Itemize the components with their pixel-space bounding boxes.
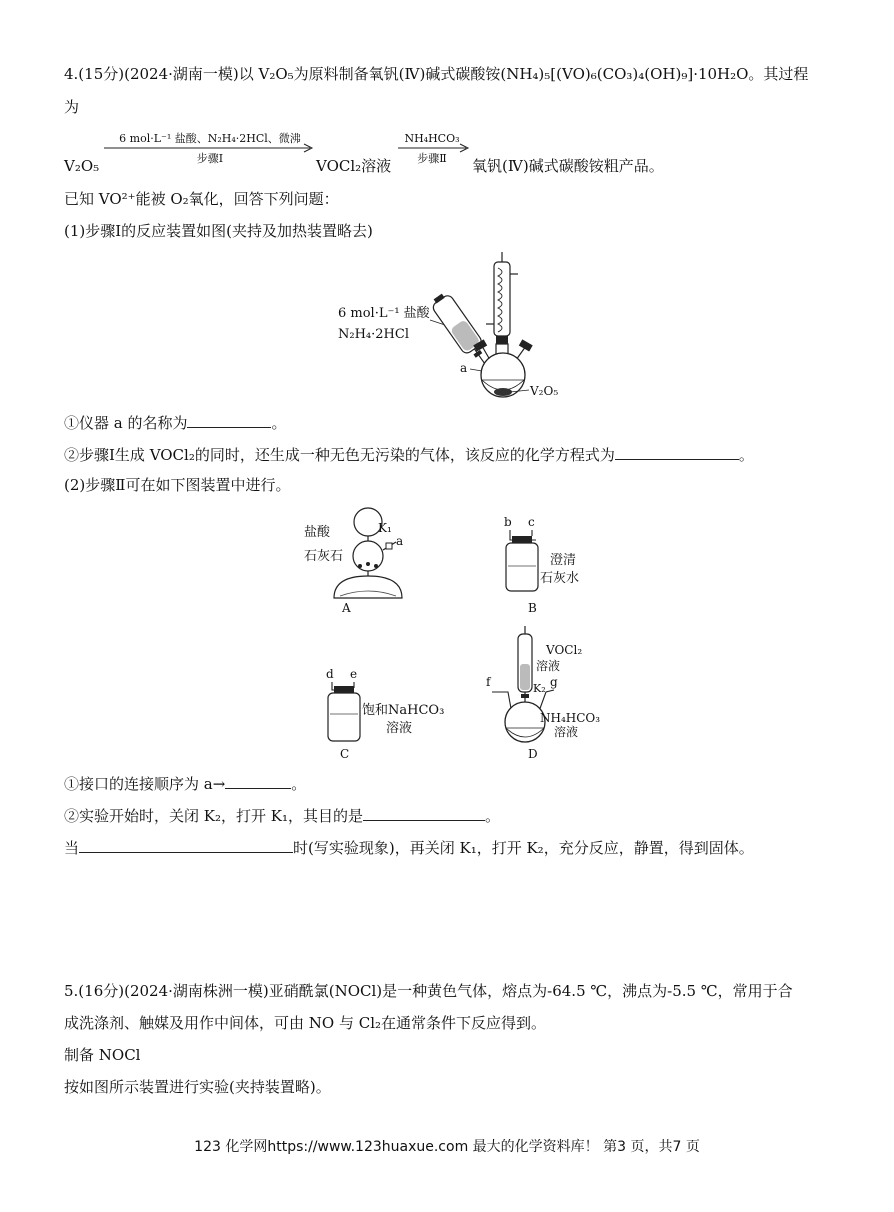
scheme-arrow-1 [100,128,320,168]
fig2-d-bot1: NH₄HCO₃ [540,711,601,725]
fig2-caption-b: B [528,601,537,615]
q4-part1: (1)步骤Ⅰ的反应装置如图(夹持及加热装置略去) [64,222,373,240]
scheme-mid: VOCl₂溶液 [316,157,392,175]
q4-p1-2-text: ②步骤Ⅰ生成 VOCl₂的同时，还生成一种无色无污染的气体，该反应的化学方程式为 [64,446,615,464]
arrow2-reagent: NH₄HCO₃ [404,132,460,145]
q4-p2-1-end: 。 [291,775,307,793]
fig1-label-v2o5: V₂O₅ [530,384,559,398]
q4-p2-2-end: 。 [484,807,500,825]
arrow1-step: 步骤Ⅰ [196,152,224,165]
fig2-d-top2: 溶液 [536,659,561,673]
answer-blank-connection-order[interactable] [225,772,291,789]
answer-blank-purpose[interactable] [363,804,485,821]
q4-p1-2-end: 。 [738,446,754,464]
arrow2-step: 步骤Ⅱ [417,152,447,165]
q4-p1-1-end: 。 [271,414,287,432]
fig2-c-port-d: d [326,667,334,681]
q4-p1-1-text: ①仪器 a 的名称为 [64,414,188,432]
fig2-d-bot2: 溶液 [554,725,579,739]
fig2-a-acid: 盐酸 [304,525,331,540]
q5-line4: 按如图所示装置进行实验(夹持装置略)。 [64,1078,331,1096]
fig1-label-reagent: N₂H₄·2HCl [338,327,409,342]
apparatus-c-bottle [326,667,444,761]
q4-known: 已知 VO²⁺能被 O₂氧化，回答下列问题： [64,190,339,208]
fig2-d-port-g: g [550,675,558,689]
fig2-d-top1: VOCl₂ [546,643,583,657]
apparatus-d-flask [486,626,600,761]
fig1-label-a: a [460,361,468,375]
fig2-a-stone: 石灰石 [304,549,344,564]
fig2-b-port-b: b [504,515,512,529]
scheme-start: V₂O₅ [64,157,100,175]
fig2-a-port: a [396,534,404,548]
fig2-c-liquid2: 溶液 [386,721,413,736]
q4-header: 4.(15分)(2024·湖南一模)以 V₂O₅为原料制备氧钒(Ⅳ)碱式碳酸铵(NH₄)₅[(VO)₆(CO₃)₄(OH)₉]·10H₂O。其过程 [64,65,809,83]
q4-p2-2 [64,804,500,827]
fig2-caption-d: D [528,747,538,761]
answer-blank-equation[interactable] [615,443,739,460]
q4-p1-2 [64,443,754,466]
fig2-b-liquid2: 石灰水 [540,571,580,586]
scheme-arrow-2 [396,128,472,168]
apparatus-b-bottle [504,515,579,615]
q5-line3: 制备 NOCl [64,1046,141,1064]
fig2-b-liquid1: 澄清 [550,553,577,568]
q4-p2-1-text: ①接口的连接顺序为 a→ [64,775,226,793]
step1-apparatus-figure [330,250,570,402]
fig2-caption-c: C [340,747,350,761]
q4-p2-3-text: 当 [64,839,80,857]
fig2-caption-a: A [342,601,351,615]
q4-p1-1 [64,411,287,434]
q4-header-cont: 为 [64,98,80,116]
fig1-label-acid: 6 mol·L⁻¹ 盐酸 [338,306,430,321]
fig2-b-port-c: c [528,515,535,529]
step2-apparatus-figure [300,500,620,770]
q4-p2-3 [64,836,754,859]
q4-p2-3-end: 时(写实验现象)，再关闭 K₁，打开 K₂，充分反应，静置，得到固体。 [293,839,754,857]
answer-blank-phenomenon[interactable] [79,836,293,853]
scheme-end: 氧钒(Ⅳ)碱式碳酸铵粗产品。 [472,157,664,175]
fig2-c-port-e: e [350,667,358,681]
apparatus-a-kipp-generator [304,508,403,615]
q5-line1: 5.(16分)(2024·湖南株洲一模)亚硝酰氯(NOCl)是一种黄色气体，熔点为-64.5 ℃，沸点为-5.5 ℃，常用于合 [64,982,793,1000]
answer-blank-instrument-name[interactable] [187,411,271,428]
q4-p2-2-text: ②实验开始时，关闭 K₂，打开 K₁，其目的是 [64,807,363,825]
fig2-a-k1: K₁ [378,521,392,535]
fig2-d-port-f: f [486,675,491,689]
q5-line2: 成洗涤剂、触媒及用作中间体，可由 NO 与 Cl₂在通常条件下反应得到。 [64,1014,547,1032]
fig2-c-liquid1: 饱和NaHCO₃ [362,703,445,718]
q4-part2: (2)步骤Ⅱ可在如下图装置中进行。 [64,476,291,494]
dropping-funnel [429,290,494,370]
page-footer: 123 化学网https://www.123huaxue.com 最大的化学资料库！ 第3 页，共7 页 [194,1139,700,1155]
arrow1-condition: 6 mol·L⁻¹ 盐酸、N₂H₄·2HCl、微沸 [119,132,301,145]
q4-p2-1 [64,772,306,795]
fig2-d-k2: K₂ [533,682,546,695]
reflux-condenser [486,252,518,344]
